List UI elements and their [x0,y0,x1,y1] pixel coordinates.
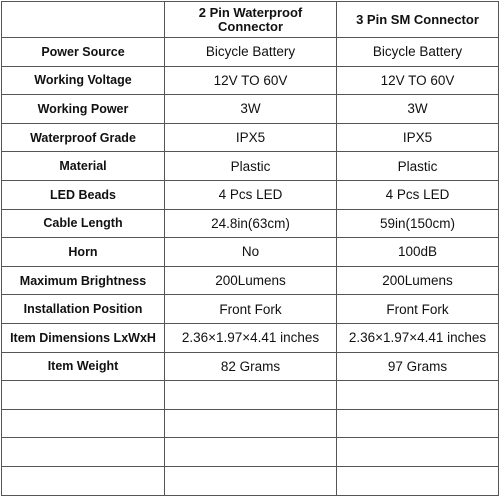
cell-2-pin [165,381,337,410]
row-label: Waterproof Grade [2,123,165,152]
cell-2-pin: 200Lumens [165,266,337,295]
cell-2-pin: 4 Pcs LED [165,180,337,209]
table-row-empty [2,466,499,495]
table-header-row [2,2,499,38]
cell-3-pin [337,409,499,438]
cell-3-pin: Plastic [337,152,499,181]
row-label: LED Beads [2,180,165,209]
table-row [2,209,499,238]
table-row-empty [2,409,499,438]
row-label: Maximum Brightness [2,266,165,295]
row-label: Cable Length [2,209,165,238]
table-row-empty [2,438,499,467]
row-label: Item Dimensions LxWxH [2,323,165,352]
cell-3-pin: 3W [337,95,499,124]
cell-2-pin: Bicycle Battery [165,38,337,67]
cell-2-pin: 82 Grams [165,352,337,381]
spec-table-container [1,1,499,496]
header-3-pin-sm-connector: 3 Pin SM Connector [337,2,499,38]
cell-3-pin: IPX5 [337,123,499,152]
table-row [2,323,499,352]
spec-comparison-table [1,1,499,496]
cell-2-pin: 12V TO 60V [165,66,337,95]
cell-3-pin: 12V TO 60V [337,66,499,95]
cell-3-pin [337,381,499,410]
cell-2-pin [165,409,337,438]
cell-3-pin [337,466,499,495]
row-label [2,409,165,438]
cell-3-pin [337,438,499,467]
row-label [2,438,165,467]
table-row [2,238,499,267]
table-row-empty [2,381,499,410]
cell-2-pin [165,438,337,467]
cell-2-pin: 3W [165,95,337,124]
cell-3-pin: 100dB [337,238,499,267]
table-row [2,38,499,67]
cell-2-pin: IPX5 [165,123,337,152]
table-row [2,66,499,95]
cell-3-pin: 2.36×1.97×4.41 inches [337,323,499,352]
cell-2-pin: 2.36×1.97×4.41 inches [165,323,337,352]
row-label: Installation Position [2,295,165,324]
cell-3-pin: 97 Grams [337,352,499,381]
cell-3-pin: 59in(150cm) [337,209,499,238]
row-label [2,381,165,410]
cell-3-pin: 200Lumens [337,266,499,295]
table-row [2,95,499,124]
table-row [2,123,499,152]
cell-2-pin: 24.8in(63cm) [165,209,337,238]
header-corner-cell [2,2,165,38]
row-label: Material [2,152,165,181]
row-label: Working Power [2,95,165,124]
row-label: Power Source [2,38,165,67]
cell-3-pin: Bicycle Battery [337,38,499,67]
table-row [2,180,499,209]
cell-3-pin: Front Fork [337,295,499,324]
table-row [2,352,499,381]
cell-2-pin [165,466,337,495]
table-row [2,295,499,324]
cell-2-pin: No [165,238,337,267]
table-row [2,152,499,181]
row-label: Working Voltage [2,66,165,95]
cell-3-pin: 4 Pcs LED [337,180,499,209]
row-label: Item Weight [2,352,165,381]
row-label: Horn [2,238,165,267]
cell-2-pin: Plastic [165,152,337,181]
table-row [2,266,499,295]
cell-2-pin: Front Fork [165,295,337,324]
row-label [2,466,165,495]
header-2-pin-waterproof-connector: 2 Pin Waterproof Connector [165,2,337,38]
